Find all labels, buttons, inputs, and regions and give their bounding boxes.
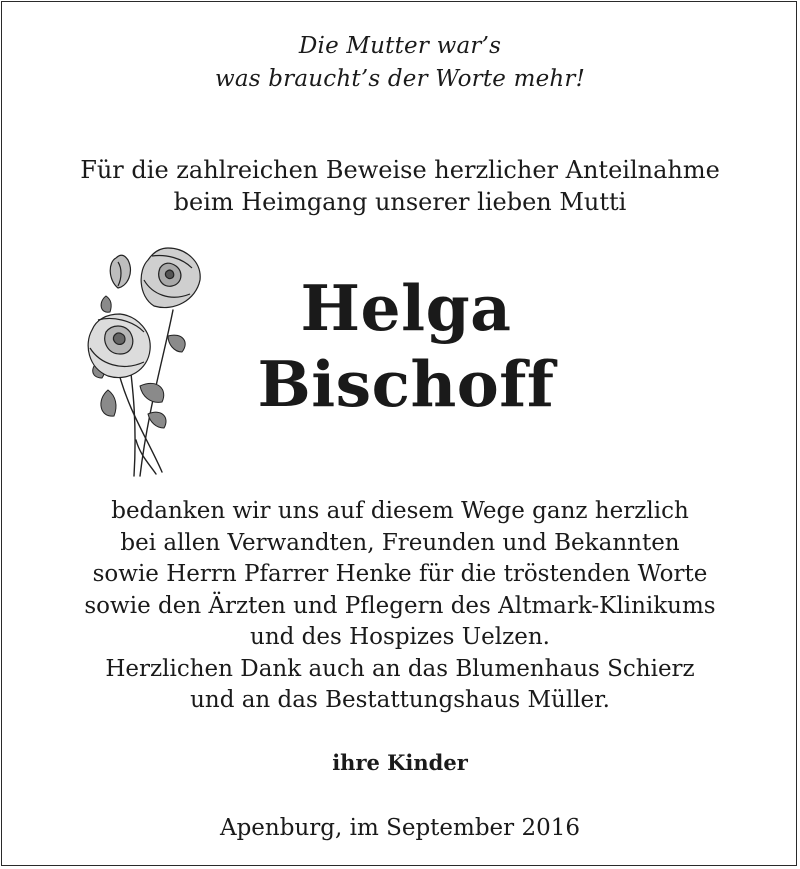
rose-bud bbox=[110, 255, 130, 288]
message-line: Herzlichen Dank auch an das Blumenhaus Schierz bbox=[105, 655, 695, 682]
stem bbox=[136, 440, 156, 474]
deceased-name bbox=[206, 270, 606, 422]
roses-icon bbox=[78, 240, 218, 480]
message-line: und an das Bestattungshaus Müller. bbox=[190, 687, 610, 713]
signature: ihre Kinder bbox=[332, 750, 468, 775]
leaf bbox=[101, 390, 116, 416]
message-line: sowie Herrn Pfarrer Henke für die tröstenden Worte bbox=[92, 561, 708, 587]
motto-line-1: Die Mutter war’s bbox=[298, 33, 502, 59]
thanks-message bbox=[0, 496, 800, 717]
place-date: Apenburg, im September 2016 bbox=[219, 815, 581, 841]
intro-line-1: Für die zahlreichen Beweise herzlicher Anteilnahme bbox=[80, 156, 720, 184]
leaf bbox=[101, 296, 111, 312]
message-line: bei allen Verwandten, Freunden und Bekannten bbox=[120, 529, 680, 556]
deceased-first-name: Helga bbox=[300, 271, 512, 345]
motto bbox=[0, 30, 800, 96]
leaf bbox=[140, 383, 164, 402]
intro-line-2: beim Heimgang unserer lieben Mutti bbox=[173, 188, 627, 216]
message-line: sowie den Ärzten und Pflegern des Altmark-Klinikums bbox=[84, 592, 716, 619]
leaf bbox=[148, 412, 166, 428]
leaf bbox=[168, 335, 185, 352]
message-line: bedanken wir uns auf diesem Wege ganz herzlich bbox=[111, 498, 689, 524]
message-line: und des Hospizes Uelzen. bbox=[250, 624, 550, 650]
intro-text bbox=[0, 154, 800, 218]
deceased-last-name: Bischoff bbox=[257, 347, 555, 421]
motto-line-2: was braucht’s der Worte mehr! bbox=[214, 66, 586, 92]
